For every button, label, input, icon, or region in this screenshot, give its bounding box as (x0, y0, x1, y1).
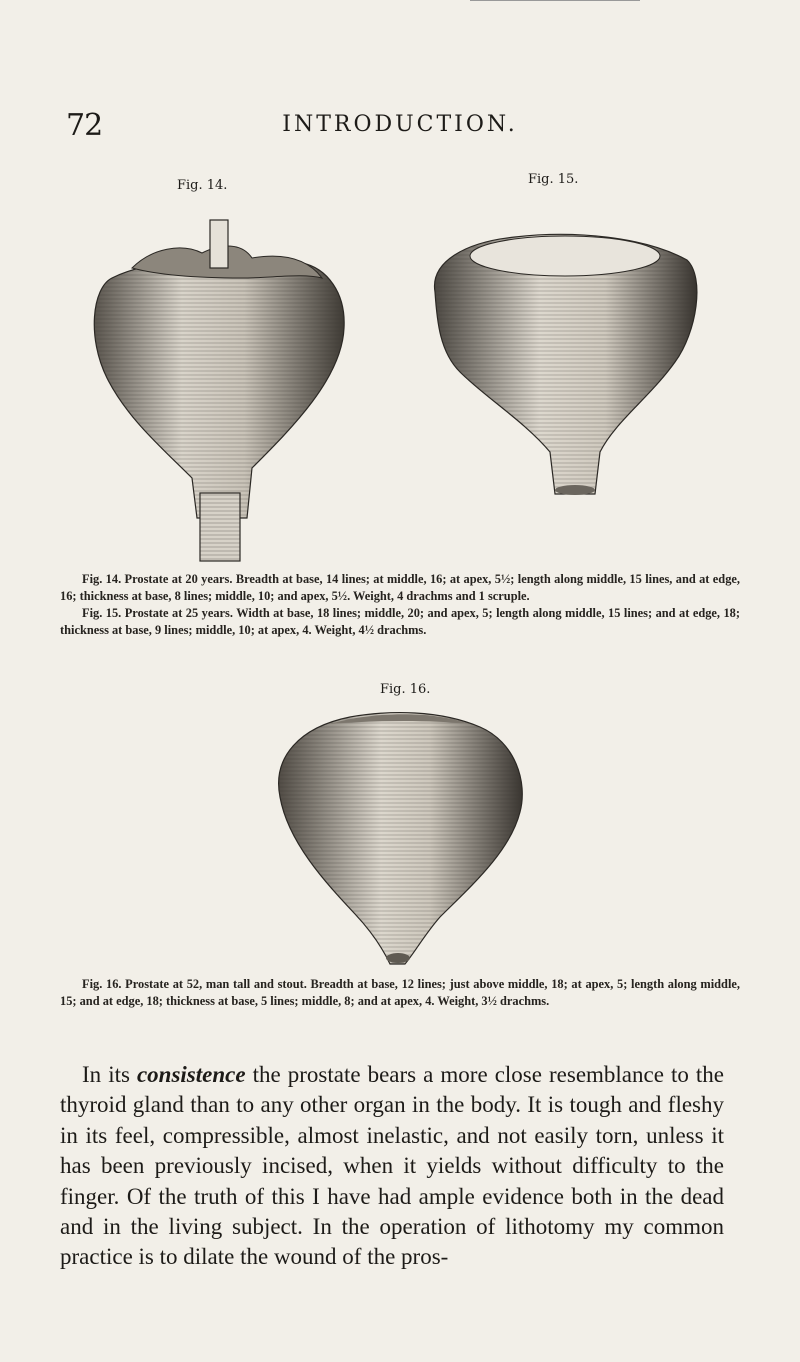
body-emphasis: consistence (136, 1062, 246, 1087)
figure-15-illustration (425, 222, 705, 500)
page-number: 72 (66, 108, 103, 143)
figure-15-label: Fig. 15. (528, 172, 579, 187)
figure-16-illustration (270, 702, 530, 970)
figure-14-label: Fig. 14. (177, 178, 228, 193)
body-paragraph (60, 1060, 724, 1273)
captions-14-15 (60, 571, 740, 639)
caption-fig-16: Fig. 16. Prostate at 52, man tall and stout. Breadth at base, 12 lines; just above middle, 18; at apex, 5; length along middle, 15; and at edge, 18; thickness at base, 5 lines; middle, 8; and at apex, 4. Weight, 3½ drachms. (60, 977, 740, 1008)
caption-fig-15: Fig. 15. Prostate at 25 years. Width at base, 18 lines; middle, 20; and apex, 5; length along middle, 15 lines; and at edge, 18; thickness at base, 9 lines; middle, 10; at apex, 4. Weight, 4½ drachms. (60, 606, 740, 637)
body-lead-in: In its (82, 1062, 137, 1087)
figure-16-label: Fig. 16. (380, 682, 431, 697)
running-title: INTRODUCTION. (282, 112, 518, 137)
figure-14-illustration (82, 218, 352, 563)
caption-fig-14: Fig. 14. Prostate at 20 years. Breadth at base, 14 lines; at middle, 16; at apex, 5½; length along middle, 15 lines, and at edge, 16; thickness at base, 8 lines; middle, 10; and apex, 5½. Weight, 4 drachms and 1 scruple. (60, 572, 740, 603)
caption-16-block (60, 976, 740, 1010)
top-edge-rule (470, 0, 640, 1)
body-text: the prostate bears a more close resemblance to the thyroid gland than to any other organ in the body. It is tough and fleshy in its feel, compressible, almost inelastic, and not easily torn, unless it has been previously incised, when it yields without difficulty to the finger. Of the truth of this I have had ample evidence both in the dead and in the living subject. In the operation of lithotomy my common practice is to dilate the wound of the pros- (60, 1062, 725, 1270)
